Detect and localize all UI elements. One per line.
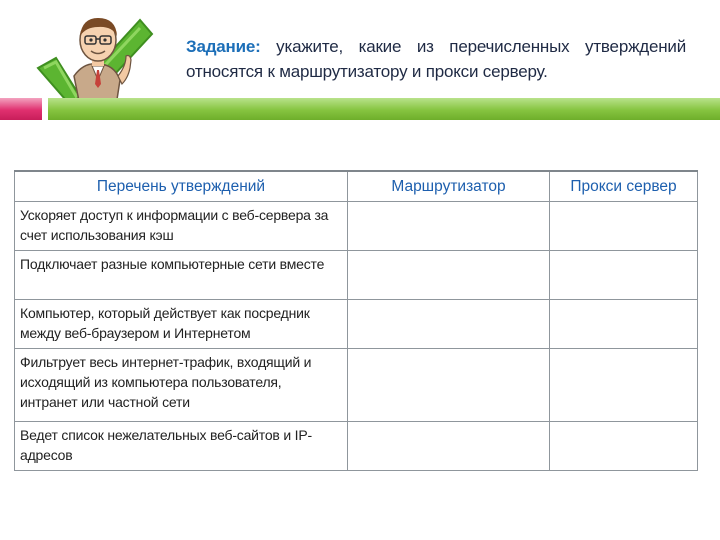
statement-cell: Фильтрует весь интернет-трафик, входящий и исходящий из компьютера пользователя, интранет или частной сети [15,349,348,422]
table-row [15,349,698,422]
router-answer-cell[interactable] [348,349,550,422]
statements-table [14,170,698,471]
header-proxy-server: Прокси сервер [550,171,698,202]
header-statements: Перечень утверждений [15,171,348,202]
table-header-row [15,171,698,202]
statement-cell: Компьютер, который действует как посредник между веб-браузером и Интернетом [15,300,348,349]
router-answer-cell[interactable] [348,422,550,471]
router-answer-cell[interactable] [348,251,550,300]
header-router: Маршрутизатор [348,171,550,202]
router-answer-cell[interactable] [348,300,550,349]
table-row [15,300,698,349]
task-label: Задание: [186,37,261,56]
statement-cell: Ведет список нежелательных веб-сайтов и IP-адресов [15,422,348,471]
proxy-answer-cell[interactable] [550,300,698,349]
proxy-answer-cell[interactable] [550,202,698,251]
statement-cell: Ускоряет доступ к информации с веб-сервера за счет использования кэш [15,202,348,251]
statements-table-container [14,170,697,471]
task-text: укажите, какие из перечисленных утверждений относятся к маршрутизатору и прокси серверу. [186,37,686,81]
header-band-pink [0,98,42,120]
proxy-answer-cell[interactable] [550,251,698,300]
table-row [15,422,698,471]
table-row [15,202,698,251]
proxy-answer-cell[interactable] [550,422,698,471]
table-row [15,251,698,300]
proxy-answer-cell[interactable] [550,349,698,422]
header-band-green [48,98,720,120]
statement-cell: Подключает разные компьютерные сети вместе [15,251,348,300]
task-statement [186,34,686,84]
router-answer-cell[interactable] [348,202,550,251]
